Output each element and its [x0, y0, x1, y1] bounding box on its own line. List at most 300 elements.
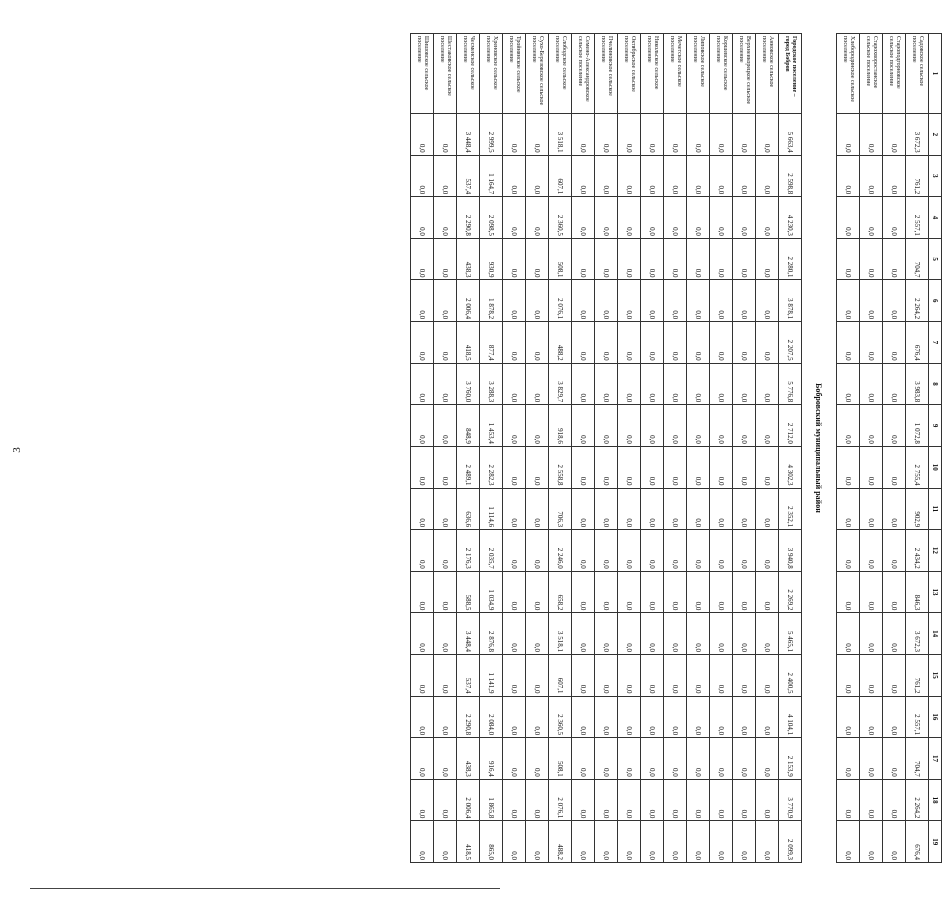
- table-cell: 0,0: [503, 405, 526, 447]
- table-cell: 0,0: [434, 363, 457, 405]
- table-cell: 676,4: [906, 821, 929, 863]
- table-cell: 508,1: [549, 738, 572, 780]
- table-cell: 0,0: [756, 821, 779, 863]
- table-cell: 0,0: [860, 738, 883, 780]
- table-cell: 0,0: [860, 821, 883, 863]
- table-cell: 0,0: [572, 613, 595, 655]
- table-cell: 3 448,4: [457, 114, 480, 156]
- table-cell: 2 076,1: [549, 779, 572, 821]
- table-cell: 0,0: [503, 155, 526, 197]
- table-cell: 0,0: [595, 488, 618, 530]
- table-cell: 0,0: [733, 363, 756, 405]
- table-cell: 0,0: [526, 530, 549, 572]
- table-cell: 0,0: [664, 779, 687, 821]
- table-cell: 0,0: [883, 280, 906, 322]
- table-cell: 0,0: [733, 238, 756, 280]
- column-header: 12: [929, 530, 942, 572]
- table-cell: 0,0: [733, 322, 756, 364]
- column-header: 7: [929, 322, 942, 364]
- table-cell: 0,0: [687, 446, 710, 488]
- section-title: Бобровский муниципальный район: [814, 383, 824, 513]
- table-cell: 488,2: [549, 322, 572, 364]
- table-row: [503, 34, 526, 863]
- table-cell: 0,0: [687, 821, 710, 863]
- column-header: 10: [929, 446, 942, 488]
- table-cell: 0,0: [411, 821, 434, 863]
- table-cell: 418,5: [457, 322, 480, 364]
- table-cell: 0,0: [595, 322, 618, 364]
- table-cell: 0,0: [595, 779, 618, 821]
- table-cell: 2 400,5: [779, 654, 802, 696]
- table-cell: 0,0: [641, 238, 664, 280]
- table-cell: 0,0: [411, 530, 434, 572]
- table-cell: 0,0: [837, 446, 860, 488]
- table-cell: 0,0: [503, 738, 526, 780]
- table-row: [710, 34, 733, 863]
- table-row: [756, 34, 779, 863]
- table-cell: 1 114,6: [480, 488, 503, 530]
- column-header: 19: [929, 821, 942, 863]
- table-cell: 0,0: [733, 654, 756, 696]
- table-cell: 0,0: [710, 405, 733, 447]
- table-cell: 1 072,8: [906, 405, 929, 447]
- table-cell: 0,0: [710, 155, 733, 197]
- table-cell: 0,0: [756, 197, 779, 239]
- table-cell: 916,4: [480, 738, 503, 780]
- table-cell: 0,0: [883, 488, 906, 530]
- table-cell: 0,0: [883, 114, 906, 156]
- table-cell: 0,0: [641, 322, 664, 364]
- column-header: 3: [929, 155, 942, 197]
- settlement-name: Садовское сельское поселение: [906, 34, 929, 114]
- table-row: [883, 34, 906, 863]
- table-cell: 0,0: [756, 779, 779, 821]
- table-cell: 0,0: [526, 280, 549, 322]
- table-cell: 0,0: [710, 280, 733, 322]
- table-cell: 0,0: [595, 613, 618, 655]
- table-cell: 0,0: [411, 654, 434, 696]
- table-cell: 0,0: [618, 322, 641, 364]
- settlement-name: Хреновское сельское поселение: [480, 34, 503, 114]
- table-cell: 0,0: [641, 280, 664, 322]
- table-cell: 0,0: [883, 322, 906, 364]
- column-header: 18: [929, 779, 942, 821]
- table-cell: 3 288,3: [480, 363, 503, 405]
- table-cell: 0,0: [618, 738, 641, 780]
- table-cell: 0,0: [618, 654, 641, 696]
- table-cell: 0,0: [434, 654, 457, 696]
- table-cell: 0,0: [434, 696, 457, 738]
- table-cell: 0,0: [860, 446, 883, 488]
- column-header: 8: [929, 363, 942, 405]
- table-cell: 0,0: [595, 654, 618, 696]
- table-row: [595, 34, 618, 863]
- table-cell: 0,0: [526, 197, 549, 239]
- table-cell: 0,0: [641, 405, 664, 447]
- table-cell: 0,0: [595, 446, 618, 488]
- table-cell: 0,0: [664, 530, 687, 572]
- table-cell: 0,0: [860, 280, 883, 322]
- table-cell: 3 940,8: [779, 530, 802, 572]
- table-cell: 4 230,3: [779, 197, 802, 239]
- table-cell: 0,0: [618, 197, 641, 239]
- table-cell: 0,0: [572, 238, 595, 280]
- table-cell: 0,0: [710, 197, 733, 239]
- table-cell: 0,0: [618, 155, 641, 197]
- table-cell: 0,0: [641, 738, 664, 780]
- table-cell: 2 282,3: [480, 446, 503, 488]
- table-cell: 2 246,0: [549, 530, 572, 572]
- table-cell: 0,0: [687, 488, 710, 530]
- table-cell: 0,0: [664, 821, 687, 863]
- table-cell: 2 352,1: [779, 488, 802, 530]
- table-cell: 0,0: [572, 779, 595, 821]
- table-cell: 2 558,8: [549, 446, 572, 488]
- table-cell: 0,0: [883, 779, 906, 821]
- table-cell: 877,4: [480, 322, 503, 364]
- table-cell: 0,0: [411, 738, 434, 780]
- table-cell: 0,0: [503, 821, 526, 863]
- table-cell: 0,0: [883, 738, 906, 780]
- table-cell: 0,0: [687, 530, 710, 572]
- table-cell: 5 776,8: [779, 363, 802, 405]
- table-cell: 2 006,4: [457, 280, 480, 322]
- table-cell: 2 290,8: [457, 696, 480, 738]
- table-cell: 0,0: [526, 821, 549, 863]
- table-cell: 0,0: [756, 696, 779, 738]
- table-cell: 0,0: [860, 779, 883, 821]
- table-cell: 0,0: [526, 613, 549, 655]
- rotated-page: [416, 33, 942, 863]
- table-cell: 2 999,5: [480, 114, 503, 156]
- table-cell: 0,0: [434, 322, 457, 364]
- column-header: 13: [929, 571, 942, 613]
- table-cell: 2 598,8: [779, 155, 802, 197]
- table-row: [779, 34, 802, 863]
- table-cell: 0,0: [595, 238, 618, 280]
- table-cell: 0,0: [595, 696, 618, 738]
- table-cell: 636,6: [457, 488, 480, 530]
- table-cell: 0,0: [687, 155, 710, 197]
- table-cell: 0,0: [710, 114, 733, 156]
- table-cell: 4 104,1: [779, 696, 802, 738]
- table-cell: 0,0: [641, 363, 664, 405]
- table-cell: 0,0: [756, 738, 779, 780]
- table-cell: 5 465,1: [779, 613, 802, 655]
- table-cell: 0,0: [572, 197, 595, 239]
- table-cell: 1 141,9: [480, 654, 503, 696]
- table-cell: 0,0: [883, 363, 906, 405]
- settlement-name: Коршевское сельское поселение: [710, 34, 733, 114]
- table-cell: 0,0: [883, 821, 906, 863]
- table-cell: 658,2: [549, 571, 572, 613]
- column-header: 4: [929, 197, 942, 239]
- table-cell: 0,0: [837, 405, 860, 447]
- table-row: [549, 34, 572, 863]
- table-cell: 0,0: [883, 446, 906, 488]
- table-cell: 0,0: [756, 280, 779, 322]
- table-cell: 0,0: [526, 488, 549, 530]
- table-cell: 0,0: [710, 363, 733, 405]
- settlement-name: Октябрьское сельское поселение: [618, 34, 641, 114]
- table-cell: 0,0: [618, 821, 641, 863]
- page-number: 3: [10, 447, 23, 453]
- table-cell: 0,0: [595, 530, 618, 572]
- column-header: 6: [929, 280, 942, 322]
- table-cell: 3 518,1: [549, 613, 572, 655]
- table-cell: 0,0: [860, 114, 883, 156]
- table-row: [411, 34, 434, 863]
- table-cell: 0,0: [503, 446, 526, 488]
- table-cell: 0,0: [572, 696, 595, 738]
- data-table: [410, 33, 942, 863]
- table-cell: 0,0: [641, 446, 664, 488]
- table-cell: 0,0: [837, 530, 860, 572]
- table-cell: 0,0: [860, 530, 883, 572]
- column-header: 15: [929, 654, 942, 696]
- table-cell: 0,0: [411, 114, 434, 156]
- table-cell: 0,0: [664, 405, 687, 447]
- table-cell: 2 006,4: [457, 779, 480, 821]
- table-cell: 0,0: [618, 238, 641, 280]
- table-cell: 0,0: [503, 779, 526, 821]
- table-cell: 0,0: [595, 197, 618, 239]
- table-cell: 0,0: [756, 446, 779, 488]
- table-cell: 1 878,2: [480, 280, 503, 322]
- table-cell: 0,0: [641, 779, 664, 821]
- table-cell: 1 034,9: [480, 571, 503, 613]
- table-cell: 0,0: [756, 613, 779, 655]
- table-cell: 0,0: [434, 280, 457, 322]
- table-cell: 2 076,1: [549, 280, 572, 322]
- table-cell: 0,0: [411, 322, 434, 364]
- table-cell: 918,6: [549, 405, 572, 447]
- table-cell: 0,0: [503, 238, 526, 280]
- table-cell: 0,0: [572, 280, 595, 322]
- table-cell: 2 755,4: [906, 446, 929, 488]
- table-cell: 2 280,1: [779, 238, 802, 280]
- table-cell: 0,0: [664, 197, 687, 239]
- table-cell: 0,0: [883, 571, 906, 613]
- table-cell: 0,0: [710, 654, 733, 696]
- table-cell: 761,2: [906, 155, 929, 197]
- table-cell: 0,0: [434, 405, 457, 447]
- table-cell: 2 207,5: [779, 322, 802, 364]
- table-cell: 0,0: [664, 488, 687, 530]
- table-cell: 0,0: [860, 238, 883, 280]
- table-cell: 0,0: [503, 571, 526, 613]
- table-cell: 0,0: [618, 779, 641, 821]
- table-cell: 0,0: [860, 363, 883, 405]
- table-cell: 2 434,2: [906, 530, 929, 572]
- table-cell: 0,0: [572, 155, 595, 197]
- settlement-name: Староподгорновское сельское поселение: [883, 34, 906, 114]
- table-cell: 0,0: [411, 696, 434, 738]
- table-cell: 0,0: [434, 238, 457, 280]
- table-cell: 704,7: [906, 738, 929, 780]
- table-row: [572, 34, 595, 863]
- table-cell: 0,0: [411, 613, 434, 655]
- table-cell: 0,0: [756, 322, 779, 364]
- table-cell: 0,0: [434, 446, 457, 488]
- settlement-name: Шишовское сельское поселение: [411, 34, 434, 114]
- table-cell: 902,9: [906, 488, 929, 530]
- settlement-name: Слободское сельское поселение: [549, 34, 572, 114]
- table-cell: 0,0: [641, 114, 664, 156]
- table-cell: 0,0: [526, 114, 549, 156]
- table-cell: 0,0: [860, 488, 883, 530]
- table-cell: 2 290,8: [457, 197, 480, 239]
- table-cell: 0,0: [572, 488, 595, 530]
- table-cell: 0,0: [618, 613, 641, 655]
- table-cell: 0,0: [618, 280, 641, 322]
- table-cell: 0,0: [434, 155, 457, 197]
- table-cell: 0,0: [664, 654, 687, 696]
- table-cell: 0,0: [434, 488, 457, 530]
- table-cell: 418,5: [457, 821, 480, 863]
- settlement-name: Пчелиновское сельское поселение: [595, 34, 618, 114]
- table-cell: 0,0: [883, 405, 906, 447]
- table-cell: 0,0: [687, 779, 710, 821]
- table-cell: 0,0: [687, 613, 710, 655]
- table-cell: 0,0: [710, 738, 733, 780]
- table-cell: 3 983,8: [906, 363, 929, 405]
- table-cell: 0,0: [526, 405, 549, 447]
- table-cell: 0,0: [687, 571, 710, 613]
- table-cell: 0,0: [837, 779, 860, 821]
- table-cell: 0,0: [837, 571, 860, 613]
- table-cell: 0,0: [434, 821, 457, 863]
- table-cell: 0,0: [883, 696, 906, 738]
- table-cell: 0,0: [733, 613, 756, 655]
- table-cell: 0,0: [503, 363, 526, 405]
- bottom-divider: [30, 888, 500, 889]
- table-cell: 2 269,2: [779, 571, 802, 613]
- table-cell: 3 448,4: [457, 613, 480, 655]
- table-cell: 0,0: [733, 571, 756, 613]
- table-cell: 0,0: [572, 446, 595, 488]
- table-cell: 0,0: [641, 488, 664, 530]
- table-cell: 0,0: [572, 654, 595, 696]
- table-row: [480, 34, 503, 863]
- table-cell: 438,3: [457, 238, 480, 280]
- table-cell: 0,0: [503, 530, 526, 572]
- table-cell: 2 360,5: [549, 696, 572, 738]
- table-cell: 0,0: [664, 696, 687, 738]
- table-cell: 0,0: [572, 821, 595, 863]
- table-cell: 0,0: [641, 530, 664, 572]
- table-cell: 0,0: [710, 779, 733, 821]
- table-cell: 0,0: [641, 197, 664, 239]
- table-row: [434, 34, 457, 863]
- table-cell: 0,0: [595, 363, 618, 405]
- table-cell: 0,0: [595, 571, 618, 613]
- table-cell: 0,0: [710, 613, 733, 655]
- table-cell: 5 663,4: [779, 114, 802, 156]
- table-row: [906, 34, 929, 863]
- table-cell: 0,0: [526, 446, 549, 488]
- table-cell: 0,0: [837, 821, 860, 863]
- table-cell: 0,0: [503, 280, 526, 322]
- table-cell: 0,0: [883, 530, 906, 572]
- table-cell: 865,0: [480, 821, 503, 863]
- table-cell: 0,0: [756, 155, 779, 197]
- table-cell: 2 712,0: [779, 405, 802, 447]
- table-cell: 0,0: [664, 613, 687, 655]
- table-cell: 0,0: [733, 779, 756, 821]
- table-cell: 0,0: [837, 696, 860, 738]
- table-cell: 0,0: [837, 613, 860, 655]
- table-cell: 0,0: [860, 155, 883, 197]
- table-cell: 0,0: [618, 363, 641, 405]
- table-cell: 2 084,0: [480, 696, 503, 738]
- table-cell: 3 829,7: [549, 363, 572, 405]
- table-cell: 0,0: [641, 613, 664, 655]
- settlement-name: Хлебородинское сельское поселение: [837, 34, 860, 114]
- settlement-name: Никольское сельское поселение: [641, 34, 664, 114]
- table-cell: 2 876,8: [480, 613, 503, 655]
- table-cell: 607,1: [549, 654, 572, 696]
- table-cell: 0,0: [572, 530, 595, 572]
- table-cell: 0,0: [687, 696, 710, 738]
- table-cell: 0,0: [664, 280, 687, 322]
- table-cell: 0,0: [618, 114, 641, 156]
- table-cell: 0,0: [595, 280, 618, 322]
- table-cell: 2 035,7: [480, 530, 503, 572]
- table-cell: 1 453,4: [480, 405, 503, 447]
- table-cell: 0,0: [411, 197, 434, 239]
- table-cell: 0,0: [618, 446, 641, 488]
- settlement-name: Городское поселение – город Бобров: [779, 34, 802, 114]
- table-cell: 0,0: [756, 571, 779, 613]
- column-header: 5: [929, 238, 942, 280]
- table-cell: 930,9: [480, 238, 503, 280]
- table-cell: 0,0: [572, 114, 595, 156]
- table-cell: 0,0: [434, 738, 457, 780]
- table-cell: 4 302,3: [779, 446, 802, 488]
- table-cell: 0,0: [664, 571, 687, 613]
- table-cell: 0,0: [526, 322, 549, 364]
- table-cell: 0,0: [618, 405, 641, 447]
- table-cell: 0,0: [572, 363, 595, 405]
- table-cell: 0,0: [756, 363, 779, 405]
- column-header: 17: [929, 738, 942, 780]
- table-cell: 2 557,1: [906, 696, 929, 738]
- table-cell: 704,7: [906, 238, 929, 280]
- table-cell: 0,0: [710, 571, 733, 613]
- table-cell: 0,0: [860, 322, 883, 364]
- table-cell: 0,0: [434, 613, 457, 655]
- table-cell: 0,0: [595, 155, 618, 197]
- table-cell: 0,0: [860, 197, 883, 239]
- table-cell: 0,0: [837, 654, 860, 696]
- table-cell: 0,0: [733, 821, 756, 863]
- table-cell: 0,0: [503, 322, 526, 364]
- table-cell: 0,0: [710, 530, 733, 572]
- table-cell: 0,0: [411, 155, 434, 197]
- table-cell: 0,0: [572, 322, 595, 364]
- table-cell: 0,0: [526, 238, 549, 280]
- table-cell: 2 264,2: [906, 280, 929, 322]
- table-cell: 2 360,5: [549, 197, 572, 239]
- settlement-name: Семено-Александровское сельское поселение: [572, 34, 595, 114]
- column-header: 11: [929, 488, 942, 530]
- table-cell: 0,0: [572, 738, 595, 780]
- table-cell: 0,0: [733, 738, 756, 780]
- table-row: [526, 34, 549, 863]
- table-cell: 0,0: [526, 155, 549, 197]
- table-cell: 0,0: [664, 155, 687, 197]
